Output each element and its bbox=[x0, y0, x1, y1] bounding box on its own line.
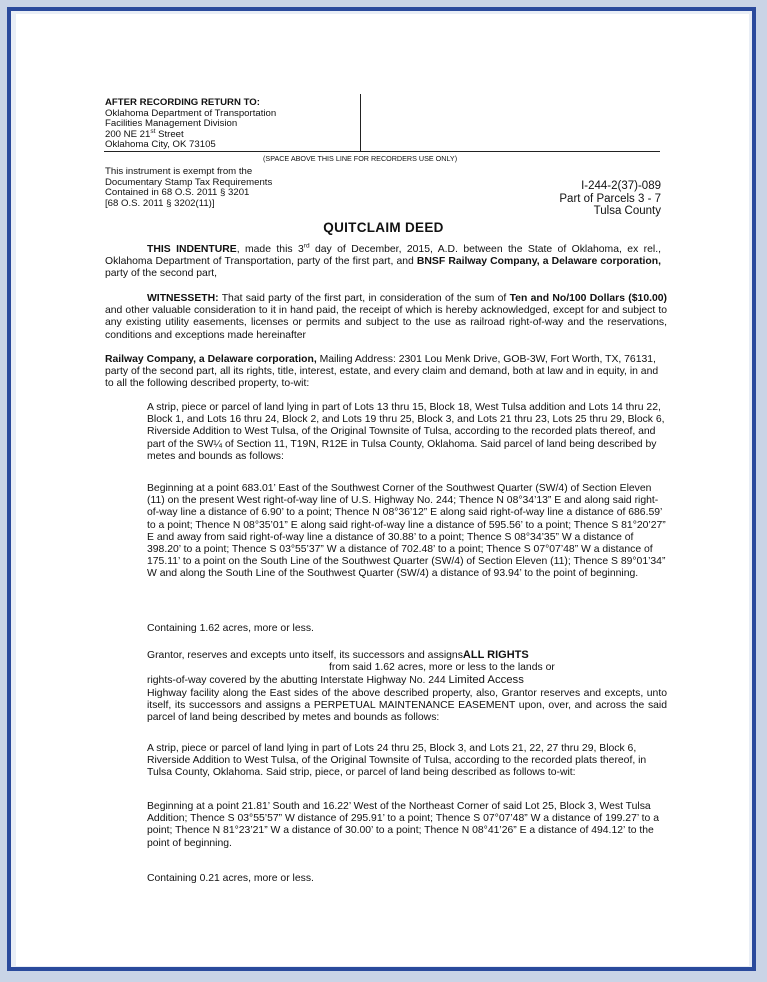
document-title: QUITCLAIM DEED bbox=[323, 220, 444, 235]
witnesseth-paragraph: WITNESSETH: That said party of the first part, in consideration of the sum of Ten and No/100 Dollars ($10.00) and other valuable consideration to it in hand paid, the receipt of which is hereby acknowledged, except for and subject to any existing utility easements, licenses or permits and subject to the use as railroad right-of-way and the reservations, conditions and exceptions made hereinafter bbox=[105, 293, 667, 341]
return-line: Oklahoma City, OK 73105 bbox=[105, 139, 216, 151]
containing-acres-2: Containing 0.21 acres, more or less. bbox=[147, 873, 314, 884]
tax-exempt-block bbox=[105, 167, 345, 209]
metes-bounds-1: Beginning at a point 683.01’ East of the Southwest Corner of the Southwest Quarter (SW/4) of Section Eleven (11) on the present West right-of-way line of U.S. Highway No. 244; Thence N 08°34’13” E and along said right-of-way line a distance of 6.90’ to a point; Thence N 08°36’12” E along said right-of-way line a distance of 686.59’ to a point; Thence N 08°35’01” E along said right-of-way line a distance of 595.56’ to a point; Thence S 81°20’27” E and away from said right-of-way line a distance of 30.88’ to a point; Thence S 08°34’35” W a distance of 398.20’ to a point; Thence S 03°55’37” W a distance of 702.48’ to a point; Thence S 07°07’48” W a distance of 175.11’ to a point on the South Line of the Southwest Quarter (SW/4) of Section Eleven (11); Thence S 89°01’34” W and along the South Line of the Southwest Quarter (SW/4) a distance of 93.94’ to the point of beginning. bbox=[147, 483, 666, 580]
return-address-block bbox=[105, 98, 360, 151]
strip-description-1: A strip, piece or parcel of land lying in part of Lots 13 thru 15, Block 18, West Tulsa addition and Lots 14 thru 22, Block 1, and Lots 16 thru 24, Block 2, and Lots 19 thru 25, Block 3, and Lots 21 thru 23, Lots 25 thru 29, Block 6, Riverside Addition to West Tulsa, of the Original Townsite of Tulsa, according to the recorded plats thereof, and part of the SW¼ of Section 11, T19N, R12E in Tulsa County, Oklahoma. Said parcel of land being described by metes and bounds as follows: bbox=[147, 402, 665, 462]
exempt-line: Documentary Stamp Tax Requirements bbox=[105, 176, 273, 188]
railway-paragraph: Railway Company, a Delaware corporation, Mailing Address: 2301 Lou Menk Drive, GOB-3W, Fort Worth, TX, 76131, party of the second part, all its rights, title, interest, estate, and every claim and demand, both at law and in equity, in and to all the following described property, to-wit: bbox=[105, 354, 659, 390]
indenture-paragraph: THIS INDENTURE, made this 3rd day of December, 2015, A.D. between the State of Oklahoma, ex rel., Oklahoma Department of Transportation, party of the first part, and BNSF Railway Company, a Delaware corporation, party of the second part, bbox=[105, 242, 662, 280]
containing-acres-1: Containing 1.62 acres, more or less. bbox=[147, 623, 314, 634]
exempt-line: This instrument is exempt from the bbox=[105, 166, 253, 177]
project-reference bbox=[480, 180, 661, 218]
parcel-numbers: Part of Parcels 3 - 7 bbox=[559, 192, 661, 205]
strip-description-2: A strip, piece or parcel of land lying in part of Lots 24 thru 25, Block 3, and Lots 21, 22, 27 thru 29, Block 6, Riverside Addition to West Tulsa, of the Original Townsite of Tulsa, according to the recorded plats thereof, in Tulsa County, Oklahoma. Said strip, piece, or parcel of land being described as follows to-wit: bbox=[147, 743, 647, 779]
return-line: Facilities Management Division bbox=[105, 118, 238, 130]
return-line: 200 NE 21st Street bbox=[105, 127, 184, 140]
exempt-line: Contained in 68 O.S. 2011 § 3201 bbox=[105, 187, 250, 199]
header-vertical-divider bbox=[360, 94, 361, 152]
return-heading: AFTER RECORDING RETURN TO: bbox=[105, 97, 260, 108]
exempt-line: [68 O.S. 2011 § 3202(11)] bbox=[105, 197, 215, 209]
recorders-note: (SPACE ABOVE THIS LINE FOR RECORDERS USE ONLY) bbox=[263, 154, 458, 163]
grantor-reservation: Grantor, reserves and excepts unto itself, its successors and assignsALL RIGHTS from said 1.62 acres, more or less to the lands or rights-of-way covered by the abutting Interstate Highway No. 244 Limited Access Highway facility along the East sides of the above described property, also, Grantor reserves and excepts, unto itself, its successors and assigns a PERPETUAL MAINTENANCE EASEMENT upon, over, and across the said parcel of land being described by metes and bounds as follows: bbox=[147, 649, 667, 724]
county: Tulsa County bbox=[593, 205, 661, 218]
metes-bounds-2: Beginning at a point 21.81’ South and 16.22’ West of the Northeast Corner of said Lot 25, Block 3, West Tulsa Addition; Thence S 03°55’57” W distance of 295.91’ to a point; Thence S 07°07’48” W a distance of 199.27’ to a point; Thence N 81°23’21” W a distance of 30.00’ to a point; Thence N 08°41’26” E a distance of 494.12’ to the point of beginning. bbox=[147, 801, 660, 849]
project-number: I-244-2(37)-089 bbox=[581, 180, 661, 192]
recorders-divider-line bbox=[104, 151, 660, 152]
return-line: Oklahoma Department of Transportation bbox=[105, 107, 277, 119]
